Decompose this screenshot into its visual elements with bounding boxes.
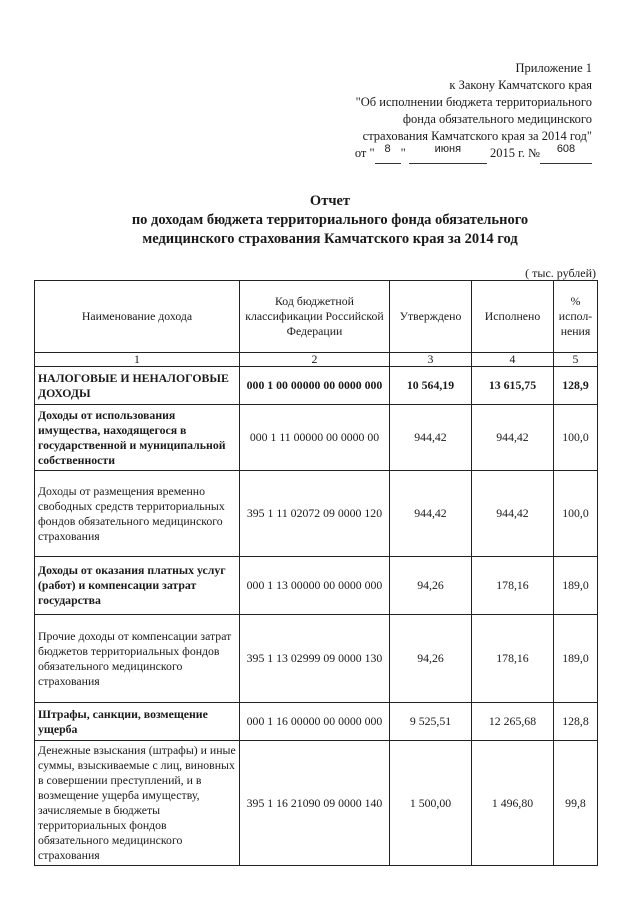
approved-value: 94,26 <box>390 557 472 615</box>
approved-value: 1 500,00 <box>390 741 472 866</box>
appendix-line: "Об исполнении бюджета территориального <box>355 95 592 109</box>
date-month: июня <box>434 143 462 155</box>
header-executed: Исполнено <box>472 281 554 353</box>
index-cell: 4 <box>472 353 554 367</box>
date-quote: " <box>400 146 406 160</box>
table-row <box>35 741 598 866</box>
approved-value: 94,26 <box>390 615 472 703</box>
table-row <box>35 471 598 557</box>
executed-value: 178,16 <box>472 557 554 615</box>
percent-value: 100,0 <box>554 405 598 471</box>
budget-code: 395 1 11 02072 09 0000 120 <box>240 471 390 557</box>
table-header-row <box>35 281 598 353</box>
table-row <box>35 615 598 703</box>
title-line: медицинского страхования Камчатского края за 2014 год <box>142 231 518 247</box>
income-name: НАЛОГОВЫЕ И НЕНАЛОГОВЫЕ ДОХОДЫ <box>35 367 240 405</box>
table-row <box>35 557 598 615</box>
income-name: Денежные взыскания (штрафы) и иные суммы, взыскиваемые с лиц, виновных в совершении преступлений, и в возмещение ущерба имуществу, зачисляемые в бюджеты территориальных фондов обязательного медицинского страхования <box>35 741 240 866</box>
date-day-field <box>375 145 401 164</box>
budget-code: 395 1 16 21090 09 0000 140 <box>240 741 390 866</box>
income-name: Доходы от оказания платных услуг (работ) и компенсации затрат государства <box>35 557 240 615</box>
table-row <box>35 367 598 405</box>
percent-value: 128,9 <box>554 367 598 405</box>
header-name: Наименование дохода <box>35 281 240 353</box>
units-label: ( тыс. рублей) <box>525 266 596 280</box>
appendix-line: фонда обязательного медицинского <box>402 112 592 126</box>
title-line: по доходам бюджета территориального фонда обязательного <box>131 212 529 228</box>
date-year-text: 2015 г. № <box>489 146 540 160</box>
appendix-line: к Закону Камчатского края <box>449 78 592 92</box>
executed-value: 178,16 <box>472 615 554 703</box>
index-cell: 5 <box>554 353 598 367</box>
budget-code: 000 1 16 00000 00 0000 000 <box>240 703 390 741</box>
percent-value: 189,0 <box>554 615 598 703</box>
law-date-line <box>355 145 592 164</box>
date-day: 8 <box>384 143 391 155</box>
budget-code: 000 1 13 00000 00 0000 000 <box>240 557 390 615</box>
report-title <box>60 192 600 249</box>
law-number-field <box>540 145 592 164</box>
title-line: Отчет <box>309 193 351 209</box>
budget-code: 000 1 11 00000 00 0000 00 <box>240 405 390 471</box>
approved-value: 10 564,19 <box>390 367 472 405</box>
percent-value: 128,8 <box>554 703 598 741</box>
index-cell: 1 <box>35 353 240 367</box>
index-cell: 3 <box>390 353 472 367</box>
income-name: Прочие доходы от компенсации затрат бюджетов территориальных фондов обязательного медицинского страхования <box>35 615 240 703</box>
income-table <box>34 280 598 866</box>
appendix-line: Приложение 1 <box>515 61 592 75</box>
executed-value: 12 265,68 <box>472 703 554 741</box>
law-number: 608 <box>556 143 576 155</box>
header-approved: Утверждено <box>390 281 472 353</box>
index-cell: 2 <box>240 353 390 367</box>
header-percent: % испол-нения <box>554 281 598 353</box>
table-row <box>35 703 598 741</box>
income-name: Доходы от использования имущества, находящегося в государственной и муниципальной собственности <box>35 405 240 471</box>
income-name: Штрафы, санкции, возмещение ущерба <box>35 703 240 741</box>
approved-value: 944,42 <box>390 405 472 471</box>
executed-value: 1 496,80 <box>472 741 554 866</box>
approved-value: 9 525,51 <box>390 703 472 741</box>
appendix-line: страхования Камчатского края за 2014 год" <box>362 129 592 143</box>
percent-value: 99,8 <box>554 741 598 866</box>
table-row <box>35 405 598 471</box>
column-index-row <box>35 353 598 367</box>
income-name: Доходы от размещения временно свободных средств территориальных фондов обязательного медицинского страхования <box>35 471 240 557</box>
date-month-field <box>409 145 487 164</box>
percent-value: 100,0 <box>554 471 598 557</box>
executed-value: 944,42 <box>472 405 554 471</box>
appendix-block <box>355 60 592 164</box>
budget-code: 000 1 00 00000 00 0000 000 <box>240 367 390 405</box>
header-code: Код бюджетной классификации Российской Федерации <box>240 281 390 353</box>
budget-code: 395 1 13 02999 09 0000 130 <box>240 615 390 703</box>
percent-value: 189,0 <box>554 557 598 615</box>
executed-value: 13 615,75 <box>472 367 554 405</box>
approved-value: 944,42 <box>390 471 472 557</box>
date-prefix: от " <box>354 146 375 160</box>
executed-value: 944,42 <box>472 471 554 557</box>
